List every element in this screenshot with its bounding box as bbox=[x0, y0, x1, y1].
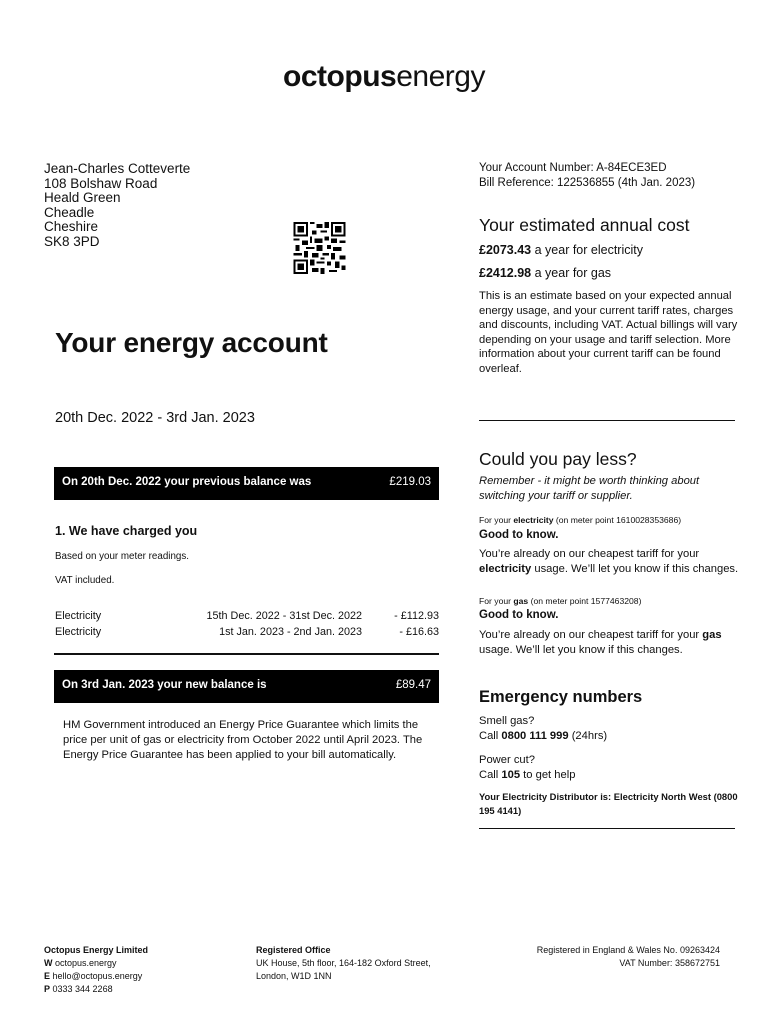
switch-reminder: Remember - it might be worth thinking about switching your tariff or supplier. bbox=[479, 475, 700, 502]
vat-note: VAT included. bbox=[55, 575, 115, 586]
qr-code-icon bbox=[293, 222, 346, 274]
address-line: SK8 3PD bbox=[44, 233, 100, 249]
customer-address bbox=[44, 162, 190, 250]
email-line: E hello@octopus.energy bbox=[44, 971, 143, 981]
charge-type: Electricity bbox=[55, 610, 102, 622]
charge-dates: 1st Jan. 2023 - 2nd Jan. 2023 bbox=[219, 626, 362, 638]
new-balance-amount: £89.47 bbox=[395, 679, 431, 691]
divider bbox=[479, 420, 735, 421]
page-title: Your energy account bbox=[55, 327, 328, 358]
electricity-estimate: £2073.43 a year for electricity bbox=[479, 243, 643, 257]
previous-balance-label: On 20th Dec. 2022 your previous balance was bbox=[62, 476, 312, 488]
power-cut-line: Call 105 to get help bbox=[479, 769, 576, 781]
gas-tariff-note: You’re already on our cheapest tariff for your gas usage. We’ll let you know if this changes. bbox=[479, 629, 722, 656]
bill-reference: Bill Reference: 122536855 (4th Jan. 2023) bbox=[479, 177, 696, 189]
gas-emergency-line: Call 0800 111 999 (24hrs) bbox=[479, 730, 608, 742]
electricity-meter-point: For your electricity (on meter point 1610028353686) bbox=[479, 515, 682, 525]
footer-contact bbox=[44, 944, 148, 996]
account-number: Your Account Number: A-84ECE3ED bbox=[479, 162, 667, 174]
divider bbox=[54, 653, 439, 655]
charge-dates: 15th Dec. 2022 - 31st Dec. 2022 bbox=[206, 610, 362, 622]
website-line: W octopus.energy bbox=[44, 958, 117, 968]
gas-estimate: £2412.98 a year for gas bbox=[479, 266, 612, 280]
table-row bbox=[55, 610, 439, 624]
company-name: Octopus Energy Limited bbox=[44, 945, 149, 955]
address-line: Heald Green bbox=[44, 190, 121, 206]
estimate-explanation: This is an estimate based on your expected annual energy usage, and your current tariff rates, charges and discounts, including VAT. Actual billings will vary depending on your usage and tariff selection. More information about your current tariff can be found overleaf. bbox=[479, 290, 738, 375]
address-line: Jean-Charles Cotteverte bbox=[44, 161, 191, 176]
gas-good-to-know: Good to know. bbox=[479, 609, 559, 621]
office-title: Registered Office bbox=[256, 945, 331, 955]
smell-gas-question: Smell gas? bbox=[479, 715, 535, 727]
estimated-cost-title: Your estimated annual cost bbox=[479, 215, 690, 235]
new-balance-bar bbox=[54, 670, 439, 703]
power-cut-question: Power cut? bbox=[479, 754, 535, 766]
account-info bbox=[479, 161, 695, 191]
office-address-line: London, W1D 1NN bbox=[256, 971, 332, 981]
billing-period: 20th Dec. 2022 - 3rd Jan. 2023 bbox=[55, 410, 255, 426]
charge-amount: - £112.93 bbox=[394, 610, 439, 622]
charge-amount: - £16.63 bbox=[399, 626, 439, 638]
company-registration: Registered in England & Wales No. 09263424 bbox=[536, 945, 720, 955]
previous-balance-bar bbox=[54, 467, 439, 500]
octopus-energy-logo: octopusenergy bbox=[283, 60, 485, 93]
phone-line: P 0333 344 2268 bbox=[44, 984, 113, 994]
address-line: 108 Bolshaw Road bbox=[44, 175, 158, 191]
footer-registration bbox=[537, 944, 720, 970]
electricity-tariff-note: You’re already on our cheapest tariff for your electricity usage. We’ll let you know if this changes. bbox=[479, 548, 739, 575]
address-line: Cheshire bbox=[44, 219, 99, 235]
divider bbox=[479, 828, 735, 829]
gas-meter-point: For your gas (on meter point 1577463208) bbox=[479, 596, 642, 606]
emergency-title: Emergency numbers bbox=[479, 688, 643, 706]
vat-number: VAT Number: 358672751 bbox=[619, 958, 720, 968]
table-row bbox=[55, 626, 439, 640]
footer-registered-office bbox=[256, 944, 431, 983]
meter-note: Based on your meter readings. bbox=[55, 551, 189, 562]
office-address-line: UK House, 5th floor, 164-182 Oxford Street, bbox=[256, 958, 431, 968]
new-balance-label: On 3rd Jan. 2023 your new balance is bbox=[62, 679, 267, 691]
pay-less-title: Could you pay less? bbox=[479, 449, 637, 469]
charge-type: Electricity bbox=[55, 626, 102, 638]
electricity-good-to-know: Good to know. bbox=[479, 529, 559, 541]
energy-price-guarantee-note: HM Government introduced an Energy Price Guarantee which limits the price per unit of gas or electricity from October 2022 until April 2023. The Energy Price Guarantee has been applied to your bill automatically. bbox=[63, 719, 423, 761]
electricity-distributor: Your Electricity Distributor is: Electricity North West (0800 195 4141) bbox=[479, 791, 738, 816]
charges-heading: 1. We have charged you bbox=[55, 524, 198, 538]
address-line: Cheadle bbox=[44, 204, 95, 220]
previous-balance-amount: £219.03 bbox=[389, 476, 431, 488]
